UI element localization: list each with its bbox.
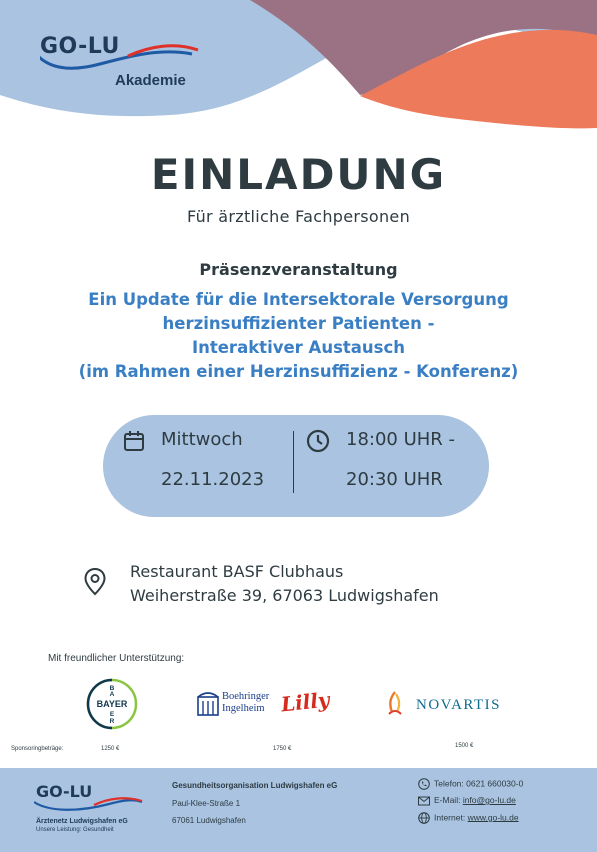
svg-text:B: B xyxy=(109,685,115,692)
go-lu-akademie-logo xyxy=(40,34,200,94)
pill-divider xyxy=(293,431,294,493)
venue-address: Weiherstraße 39, 67063 Ludwigshafen xyxy=(130,586,439,605)
event-time-end: 20:30 UHR xyxy=(346,469,443,490)
bayer-logo-text: BAYER xyxy=(96,699,128,709)
event-title-line: Interaktiver Austausch xyxy=(191,338,406,357)
event-weekday: Mittwoch xyxy=(161,429,243,450)
footer-email xyxy=(418,795,516,806)
sponsor-amount-boehringer: 1750 € xyxy=(273,746,292,752)
footer-email-link[interactable]: info@go-lu.de xyxy=(462,795,516,805)
sponsors-label: Mit freundlicher Unterstützung: xyxy=(48,653,185,664)
footer xyxy=(0,768,597,852)
event-time-start: 18:00 UHR - xyxy=(346,429,456,450)
footer-web-link[interactable]: www.go-lu.de xyxy=(467,812,519,823)
sponsoring-amounts-label: Sponsoringbeträge: xyxy=(11,746,64,752)
footer-logo-swoosh-icon xyxy=(34,794,144,814)
svg-text:R: R xyxy=(109,718,115,725)
lilly-logo-text: Lilly xyxy=(279,687,331,717)
footer-logo-tagline: Unsere Leistung: Gesundheit xyxy=(36,827,114,833)
location-pin-icon xyxy=(84,568,106,596)
audience-subtitle: Für ärztliche Fachpersonen xyxy=(186,207,411,226)
footer-web xyxy=(418,812,519,824)
footer-city: 67061 Ludwigshafen xyxy=(172,816,246,825)
date-time-panel xyxy=(103,415,489,517)
event-title-line: herzinsuffizienter Patienten - xyxy=(162,314,435,333)
footer-logo-brand: GO-LU xyxy=(36,782,93,801)
mail-icon xyxy=(418,796,430,806)
event-title-line: Ein Update für die Intersektorale Versorgung xyxy=(88,290,509,309)
footer-logo-subtitle: Ärztenetz Ludwigshafen eG xyxy=(36,818,128,825)
footer-phone-text: Telefon: 0621 660030-0 xyxy=(434,778,524,789)
boehringer-building-icon xyxy=(197,691,219,717)
boehringer-line2: Ingelheim xyxy=(222,703,265,714)
footer-org-name: Gesundheitsorganisation Ludwigshafen eG xyxy=(172,781,338,790)
novartis-flame-icon xyxy=(386,690,404,716)
footer-email-label: E-Mail: xyxy=(434,795,461,805)
invitation-title: EINLADUNG xyxy=(150,150,447,199)
boehringer-lilly-logo xyxy=(197,687,337,730)
globe-icon xyxy=(418,812,430,824)
bayer-logo xyxy=(86,678,138,730)
novartis-logo-text: NOVARTIS xyxy=(416,697,502,713)
clock-icon xyxy=(306,429,330,453)
venue-name: Restaurant BASF Clubhaus xyxy=(130,562,344,581)
event-title-line: (im Rahmen einer Herzinsuffizienz - Konferenz) xyxy=(78,362,519,381)
novartis-logo xyxy=(386,690,516,720)
footer-web-label: Internet: xyxy=(434,812,466,823)
svg-text:A: A xyxy=(109,691,115,698)
phone-icon xyxy=(418,778,430,790)
event-date: 22.11.2023 xyxy=(161,469,265,490)
sponsor-amount-bayer: 1250 € xyxy=(101,746,120,752)
footer-street: Paul-Klee-Straße 1 xyxy=(172,799,241,808)
boehringer-line1: Boehringer xyxy=(222,691,270,702)
event-kind: Präsenzveranstaltung xyxy=(199,260,398,279)
logo-brand-text: GO-LU xyxy=(40,34,120,59)
footer-phone xyxy=(418,778,523,790)
calendar-icon xyxy=(123,430,145,452)
logo-subtitle: Akademie xyxy=(115,72,186,89)
sponsor-amount-novartis: 1500 € xyxy=(455,743,474,749)
event-title xyxy=(0,288,597,384)
svg-text:E: E xyxy=(109,711,115,718)
